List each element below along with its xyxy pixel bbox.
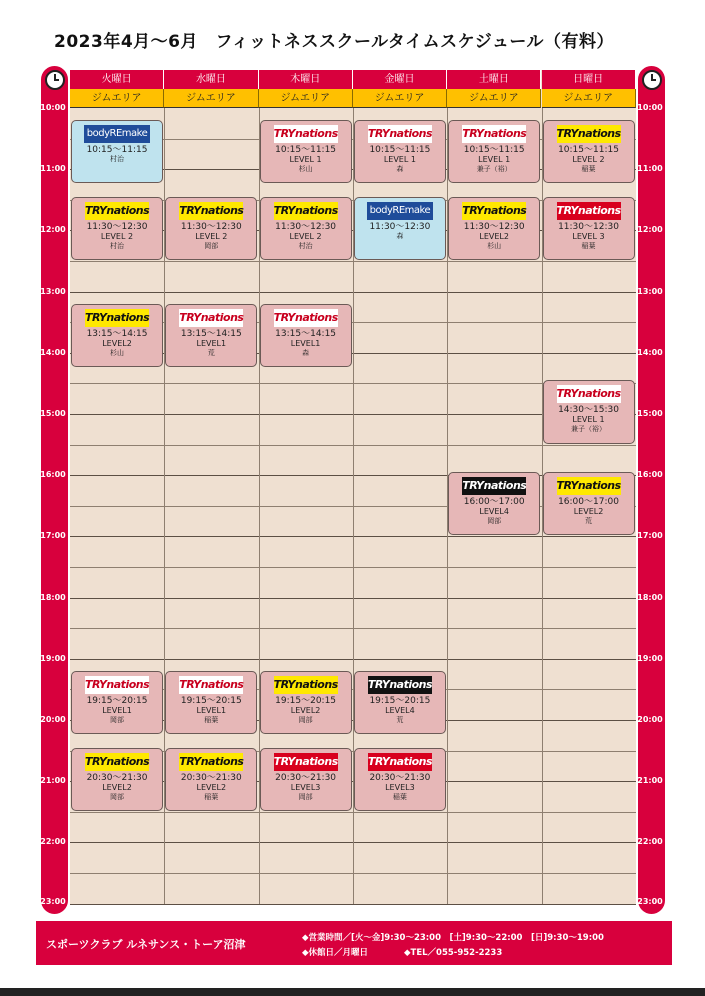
program-logo: TRYnations <box>557 125 621 143</box>
class-card[interactable] <box>354 671 446 734</box>
class-level: LEVEL1 <box>290 338 321 348</box>
class-level: LEVEL2 <box>102 782 132 792</box>
time-label-right: 22:00 <box>637 837 663 847</box>
class-card[interactable] <box>354 197 446 260</box>
class-card[interactable] <box>260 304 352 367</box>
class-time: 16:00～17:00 <box>463 497 525 508</box>
class-card[interactable] <box>260 748 352 811</box>
class-level: LEVEL 1 <box>383 155 416 165</box>
time-label-left: 19:00 <box>40 653 66 663</box>
class-level: LEVEL2 <box>573 507 604 517</box>
class-time: 11:30～12:30 <box>86 221 148 232</box>
program-logo: TRYnations <box>274 309 338 327</box>
class-instructor: 稲葉 <box>204 792 219 801</box>
closed-day: ◆休館日／月曜日 <box>302 948 369 958</box>
day-header-1: 水曜日 <box>164 70 258 89</box>
class-card[interactable] <box>71 748 163 811</box>
class-level: LEVEL 2 <box>289 231 322 241</box>
class-level: LEVEL2 <box>102 338 132 348</box>
class-card[interactable] <box>165 671 257 734</box>
class-level: LEVEL2 <box>196 782 227 792</box>
class-card[interactable] <box>448 472 540 535</box>
class-time: 10:15～11:15 <box>463 145 525 156</box>
program-logo: TRYnations <box>462 202 526 220</box>
class-instructor: 杉山 <box>110 348 124 357</box>
class-level: LEVEL 1 <box>572 415 605 425</box>
class-time: 11:30～12:30 <box>463 221 525 232</box>
class-instructor: 岡部 <box>298 792 313 801</box>
class-level: LEVEL 3 <box>572 231 605 241</box>
class-instructor: 森 <box>396 165 404 174</box>
time-label-left: 11:00 <box>40 164 66 174</box>
class-level: LEVEL2 <box>479 231 509 241</box>
time-label-left: 13:00 <box>40 286 66 296</box>
class-instructor: 岡部 <box>110 716 124 725</box>
time-label-right: 10:00 <box>637 103 663 112</box>
time-label-right: 14:00 <box>637 347 663 357</box>
program-logo: TRYnations <box>274 202 338 220</box>
program-logo: TRYnations <box>179 309 243 327</box>
area-header-3: ジムエリア <box>353 89 447 108</box>
class-instructor: 村治 <box>110 155 124 164</box>
time-label-left: 17:00 <box>40 531 66 541</box>
class-instructor: 村治 <box>110 241 124 250</box>
program-logo: TRYnations <box>557 385 621 403</box>
class-card[interactable] <box>260 120 352 183</box>
class-card[interactable] <box>165 304 257 367</box>
page-title: 2023年4月～6月 フィットネススクールタイムスケジュール（有料） <box>54 32 615 52</box>
class-card[interactable] <box>543 380 635 443</box>
class-time: 11:30～12:30 <box>369 221 431 232</box>
class-time: 19:15～20:15 <box>86 696 148 707</box>
class-card[interactable] <box>448 197 540 260</box>
time-rail-left <box>41 66 68 914</box>
class-card[interactable] <box>354 748 446 811</box>
class-instructor: 村治 <box>298 241 313 250</box>
program-logo: TRYnations <box>274 125 338 143</box>
class-time: 10:15～11:15 <box>369 145 431 156</box>
time-label-left: 14:00 <box>40 347 66 357</box>
time-label-right: 21:00 <box>637 776 663 786</box>
time-label-right: 12:00 <box>637 225 663 235</box>
class-instructor: 森 <box>302 348 310 357</box>
time-label-left: 10:00 <box>40 103 66 112</box>
class-time: 13:15～14:15 <box>275 328 337 339</box>
time-label-right: 16:00 <box>637 470 663 480</box>
class-card[interactable] <box>71 304 163 367</box>
class-card[interactable] <box>71 671 163 734</box>
program-logo: TRYnations <box>85 753 149 771</box>
class-instructor: 兼子（裕） <box>571 425 606 434</box>
class-time: 19:15～20:15 <box>369 696 431 707</box>
class-time: 19:15～20:15 <box>180 696 242 707</box>
time-label-left: 16:00 <box>40 470 66 480</box>
class-time: 11:30～12:30 <box>558 221 619 232</box>
time-rail-right <box>638 66 665 914</box>
program-logo: TRYnations <box>274 753 338 771</box>
program-logo: TRYnations <box>179 753 243 771</box>
program-logo: TRYnations <box>274 676 338 694</box>
class-card[interactable] <box>543 197 635 260</box>
time-label-right: 11:00 <box>637 164 663 174</box>
class-instructor: 杉山 <box>487 241 502 250</box>
class-time: 10:15～11:15 <box>86 145 148 156</box>
clock-icon <box>642 70 662 90</box>
time-label-right: 23:00 <box>637 896 663 906</box>
day-header-0: 火曜日 <box>70 70 164 89</box>
class-card[interactable] <box>260 197 352 260</box>
class-time: 20:30～21:30 <box>275 772 337 783</box>
bottom-edge <box>0 988 705 996</box>
time-label-left: 20:00 <box>40 715 66 724</box>
class-card[interactable] <box>543 472 635 535</box>
class-time: 19:15～20:15 <box>275 696 337 707</box>
area-header-0: ジムエリア <box>70 89 164 108</box>
time-label-left: 18:00 <box>40 592 66 602</box>
time-label-right: 19:00 <box>637 653 663 663</box>
program-logo: TRYnations <box>368 125 432 143</box>
class-level: LEVEL4 <box>479 507 509 517</box>
class-card[interactable] <box>165 748 257 811</box>
time-label-left: 21:00 <box>40 776 66 786</box>
program-logo: TRYnations <box>85 676 149 694</box>
class-time: 13:15～14:15 <box>86 328 148 339</box>
day-header-4: 土曜日 <box>447 70 541 89</box>
class-level: LEVEL3 <box>290 782 321 792</box>
class-card[interactable] <box>71 120 163 183</box>
day-header-3: 金曜日 <box>353 70 447 89</box>
class-level: LEVEL4 <box>385 706 415 716</box>
class-time: 20:30～21:30 <box>180 772 242 783</box>
class-instructor: 稲葉 <box>204 716 219 725</box>
class-instructor: 兼子（裕） <box>476 165 512 174</box>
class-card[interactable] <box>71 197 163 260</box>
class-level: LEVEL 2 <box>572 155 605 165</box>
class-instructor: 荒 <box>396 716 404 725</box>
area-header-2: ジムエリア <box>259 89 353 108</box>
class-card[interactable] <box>165 197 257 260</box>
class-level: LEVEL 1 <box>478 155 511 165</box>
class-instructor: 岡部 <box>487 517 502 526</box>
program-logo: TRYnations <box>557 202 621 220</box>
program-logo: TRYnations <box>368 753 432 771</box>
time-label-left: 22:00 <box>40 837 66 847</box>
class-time: 16:00～17:00 <box>558 497 619 508</box>
class-instructor: 荒 <box>207 348 215 357</box>
class-instructor: 岡部 <box>110 792 124 801</box>
program-logo: TRYnations <box>462 477 526 495</box>
class-level: LEVEL 1 <box>289 155 322 165</box>
program-logo: bodyREmake <box>367 202 433 220</box>
footer-banner <box>36 921 672 965</box>
program-logo: TRYnations <box>179 676 243 694</box>
class-time: 10:15～11:15 <box>275 145 337 156</box>
day-header-2: 木曜日 <box>259 70 353 89</box>
class-card[interactable] <box>354 120 446 183</box>
time-label-right: 15:00 <box>637 409 663 418</box>
program-logo: TRYnations <box>557 477 621 495</box>
class-instructor: 稲葉 <box>392 792 407 801</box>
class-time: 13:15～14:15 <box>180 328 242 339</box>
class-instructor: 岡部 <box>204 241 219 250</box>
class-level: LEVEL 2 <box>195 231 228 241</box>
area-header-5: ジムエリア <box>542 89 636 108</box>
business-hours: ◆営業時間／[火～金]9:30～23:00 [土]9:30～22:00 [日]9:30～19:00 <box>302 933 604 943</box>
class-level: LEVEL2 <box>290 706 321 716</box>
telephone: ◆TEL／055-952-2233 <box>404 948 503 958</box>
class-instructor: 荒 <box>585 517 592 526</box>
class-card[interactable] <box>448 120 540 183</box>
class-time: 14:30～15:30 <box>558 405 619 416</box>
class-level: LEVEL1 <box>102 706 132 716</box>
day-header-5: 日曜日 <box>542 70 636 89</box>
class-time: 11:30～12:30 <box>275 221 337 232</box>
class-card[interactable] <box>543 120 635 183</box>
class-level: LEVEL1 <box>196 338 227 348</box>
area-header-4: ジムエリア <box>447 89 541 108</box>
time-label-right: 17:00 <box>637 531 663 541</box>
class-level: LEVEL1 <box>196 706 227 716</box>
class-instructor: 稲葉 <box>581 165 596 174</box>
class-time: 20:30～21:30 <box>369 772 431 783</box>
area-header-1: ジムエリア <box>164 89 258 108</box>
program-logo: TRYnations <box>462 125 526 143</box>
class-instructor: 杉山 <box>298 165 313 174</box>
class-time: 20:30～21:30 <box>86 772 148 783</box>
class-instructor: 森 <box>396 231 404 240</box>
class-card[interactable] <box>260 671 352 734</box>
program-logo: TRYnations <box>368 676 432 694</box>
club-name: スポーツクラブ ルネサンス・トーア沼津 <box>46 938 246 951</box>
time-label-right: 20:00 <box>637 715 663 724</box>
time-label-left: 23:00 <box>40 896 66 906</box>
program-logo: TRYnations <box>85 202 149 220</box>
class-instructor: 岡部 <box>298 716 313 725</box>
time-label-left: 15:00 <box>40 409 66 418</box>
class-level: LEVEL 2 <box>100 231 134 241</box>
program-logo: bodyREmake <box>84 125 150 143</box>
time-label-right: 18:00 <box>637 592 663 602</box>
class-level: LEVEL3 <box>385 782 415 792</box>
time-label-left: 12:00 <box>40 225 66 235</box>
class-instructor: 稲葉 <box>581 241 596 250</box>
class-time: 11:30～12:30 <box>180 221 242 232</box>
clock-icon <box>45 70 65 90</box>
time-label-right: 13:00 <box>637 286 663 296</box>
program-logo: TRYnations <box>85 309 149 327</box>
class-time: 10:15～11:15 <box>558 145 619 156</box>
program-logo: TRYnations <box>179 202 243 220</box>
